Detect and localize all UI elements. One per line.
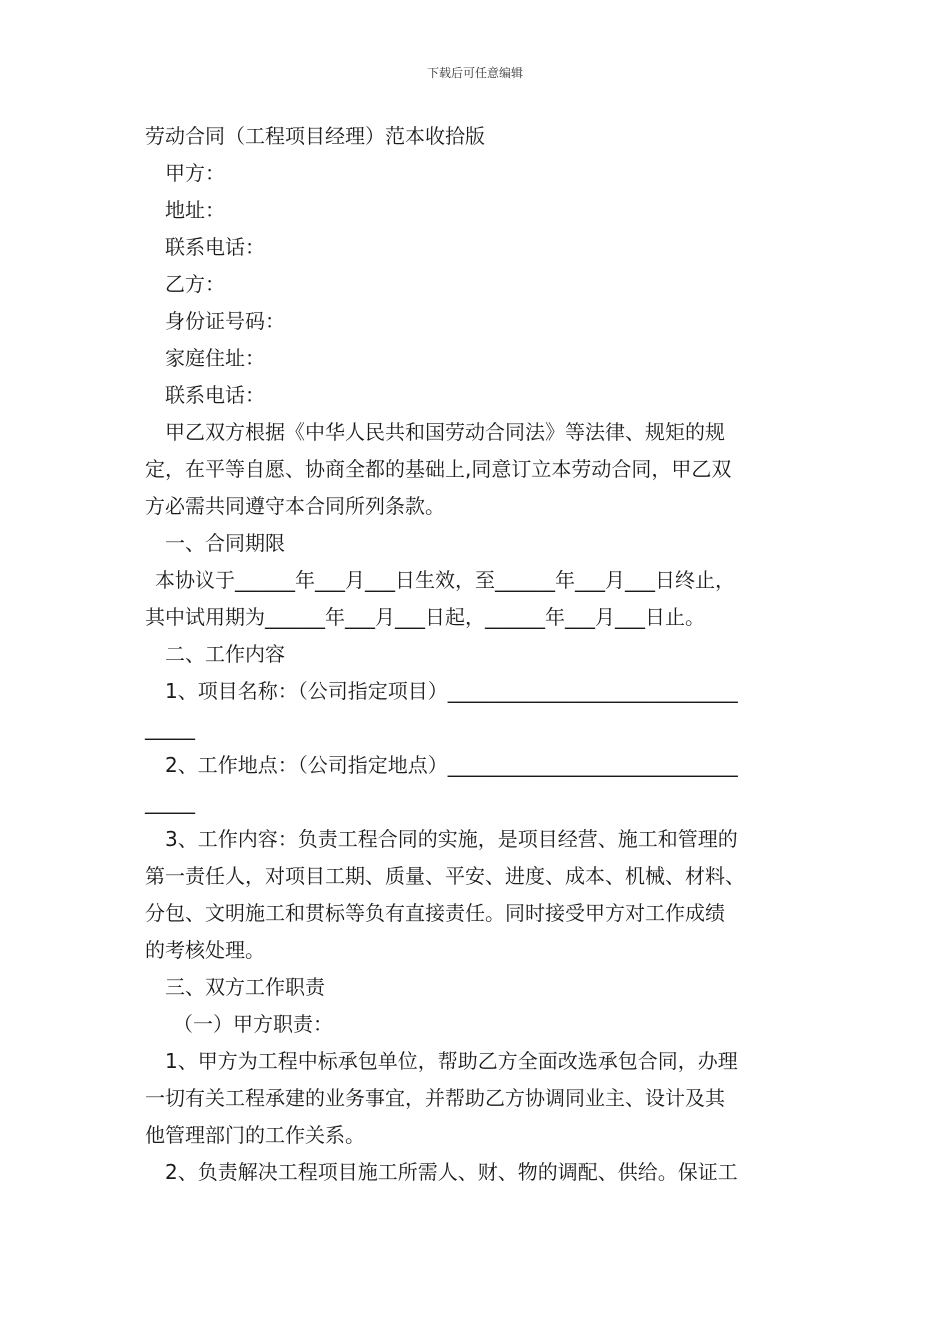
section2-item3-line-2: 第一责任人，对项目工期、质量、平安、进度、成本、机械、材料、 bbox=[145, 864, 745, 888]
section2-heading: 二、工作内容 bbox=[165, 642, 285, 666]
section2-item3-line-3: 分包、文明施工和贯标等负有直接责任。同时接受甲方对工作成绩 bbox=[145, 901, 725, 925]
section2-item2-line-1: 2、工作地点：（公司指定地点）_____________________________ bbox=[165, 753, 738, 777]
intro-line-2: 定，在平等自愿、协商全都的基础上,同意订立本劳动合同，甲乙双 bbox=[145, 457, 732, 481]
field-phone-b: 联系电话： bbox=[165, 383, 265, 407]
intro-line-3: 方必需共同遵守本合同所列条款。 bbox=[145, 494, 445, 518]
section1-line-1: 本协议于______年___月___日生效，至______年___月___日终止， bbox=[155, 568, 735, 592]
document-body bbox=[145, 118, 825, 1191]
section2-item2-line-2: _____ bbox=[145, 790, 195, 814]
section2-item1-line-1: 1、项目名称：（公司指定项目）_____________________________ bbox=[165, 679, 738, 703]
section1-line-2: 其中试用期为______年___月___日起，______年___月___日止。 bbox=[145, 605, 705, 629]
document-title: 劳动合同（工程项目经理）范本收拾版 bbox=[145, 124, 485, 148]
field-party-a: 甲方： bbox=[165, 161, 225, 185]
field-phone-a: 联系电话： bbox=[165, 235, 265, 259]
field-id-number: 身份证号码： bbox=[165, 309, 285, 333]
section3-item1-line-3: 他管理部门的工作关系。 bbox=[145, 1123, 365, 1147]
intro-line-1: 甲乙双方根据《中华人民共和国劳动合同法》等法律、规矩的规 bbox=[165, 420, 725, 444]
section1-heading: 一、合同期限 bbox=[165, 531, 285, 555]
section2-item1-line-2: _____ bbox=[145, 716, 195, 740]
section3-item1-line-2: 一切有关工程承建的业务事宜，并帮助乙方协调同业主、设计及其 bbox=[145, 1086, 725, 1110]
section2-item3-line-4: 的考核处理。 bbox=[145, 938, 265, 962]
page-header: 下载后可任意编辑 bbox=[426, 66, 523, 80]
section2-item3-line-1: 3、工作内容：负责工程合同的实施，是项目经营、施工和管理的 bbox=[165, 827, 738, 851]
section3-heading: 三、双方工作职责 bbox=[165, 975, 325, 999]
section3-item1-line-1: 1、甲方为工程中标承包单位，帮助乙方全面改选承包合同，办理 bbox=[165, 1049, 738, 1073]
field-party-b: 乙方： bbox=[165, 272, 225, 296]
field-home-address: 家庭住址： bbox=[165, 346, 265, 370]
section3-item2-line-1: 2、负责解决工程项目施工所需人、财、物的调配、供给。保证工 bbox=[165, 1160, 738, 1184]
field-address: 地址： bbox=[165, 198, 225, 222]
section3-subheading: （一）甲方职责： bbox=[173, 1012, 333, 1036]
